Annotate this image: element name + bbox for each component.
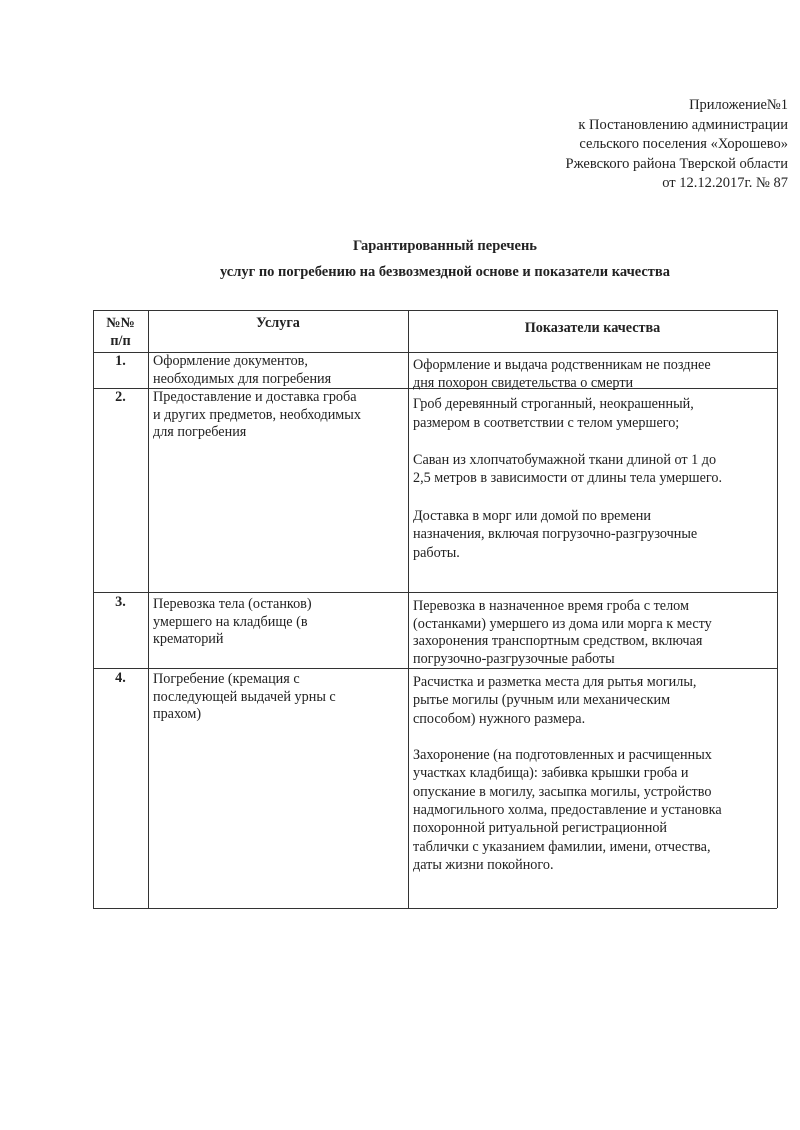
- table-border-right: [777, 310, 778, 908]
- row-number: 4.: [115, 670, 126, 686]
- quality-cell: Расчистка и разметка места для рытья могилы, рытье могилы (ручным или механическим способом) нужного размера. Захоронение (на подготовленных и расчищенных участках кладбища): забивка крышки гроба и опускание в могилу, засыпка могилы, устройство надмогильного холма, предоставление и установка похоронной ритуальной регистрационной таблички с указанием фамилии, имени, отчества, даты жизни покойного.: [413, 674, 722, 873]
- header-number: №№ п/п: [106, 315, 135, 349]
- row-number: 1.: [115, 353, 126, 369]
- header-service: Услуга: [256, 315, 300, 331]
- table-border-bottom: [93, 908, 777, 909]
- title-line-1: Гарантированный перечень: [353, 238, 537, 254]
- quality-cell: Оформление и выдача родственникам не позднее дня похорон свидетельства о смерти: [413, 357, 711, 391]
- service-cell: Погребение (кремация с последующей выдачей урны с прахом): [153, 671, 336, 722]
- quality-cell: Гроб деревянный строганный, неокрашенный, размером в соответствии с телом умершего; Саван из хлопчатобумажной ткани длиной от 1 до 2,5 метров в зависимости от длины тела умершего. Доставка в морг или домой по времени назначения, включая погрузочно-разгрузочные работы.: [413, 396, 722, 561]
- row-divider: [93, 592, 777, 593]
- service-cell: Перевозка тела (останков) умершего на кладбище (в крематорий: [153, 596, 312, 647]
- row-divider: [93, 668, 777, 669]
- column-divider: [408, 310, 409, 908]
- row-number: 2.: [115, 389, 126, 405]
- service-cell: Оформление документов, необходимых для погребения: [153, 353, 332, 387]
- appendix-header: Приложение№1 к Постановлению администрации сельского поселения «Хорошево» Ржевского района Тверской области от 12.12.2017г. № 87: [565, 97, 788, 191]
- row-number: 3.: [115, 594, 126, 610]
- column-divider: [148, 310, 149, 908]
- table-border-top: [93, 310, 777, 311]
- header-quality: Показатели качества: [524, 320, 661, 336]
- service-cell: Предоставление и доставка гроба и других предметов, необходимых для погребения: [153, 389, 361, 440]
- title-line-2: услуг по погребению на безвозмездной основе и показатели качества: [219, 264, 670, 280]
- quality-cell: Перевозка в назначенное время гроба с телом (останками) умершего из дома или морга к месту захоронения транспортным средством, включая погрузочно-разгрузочные работы: [413, 598, 712, 667]
- document-title: [0, 233, 800, 285]
